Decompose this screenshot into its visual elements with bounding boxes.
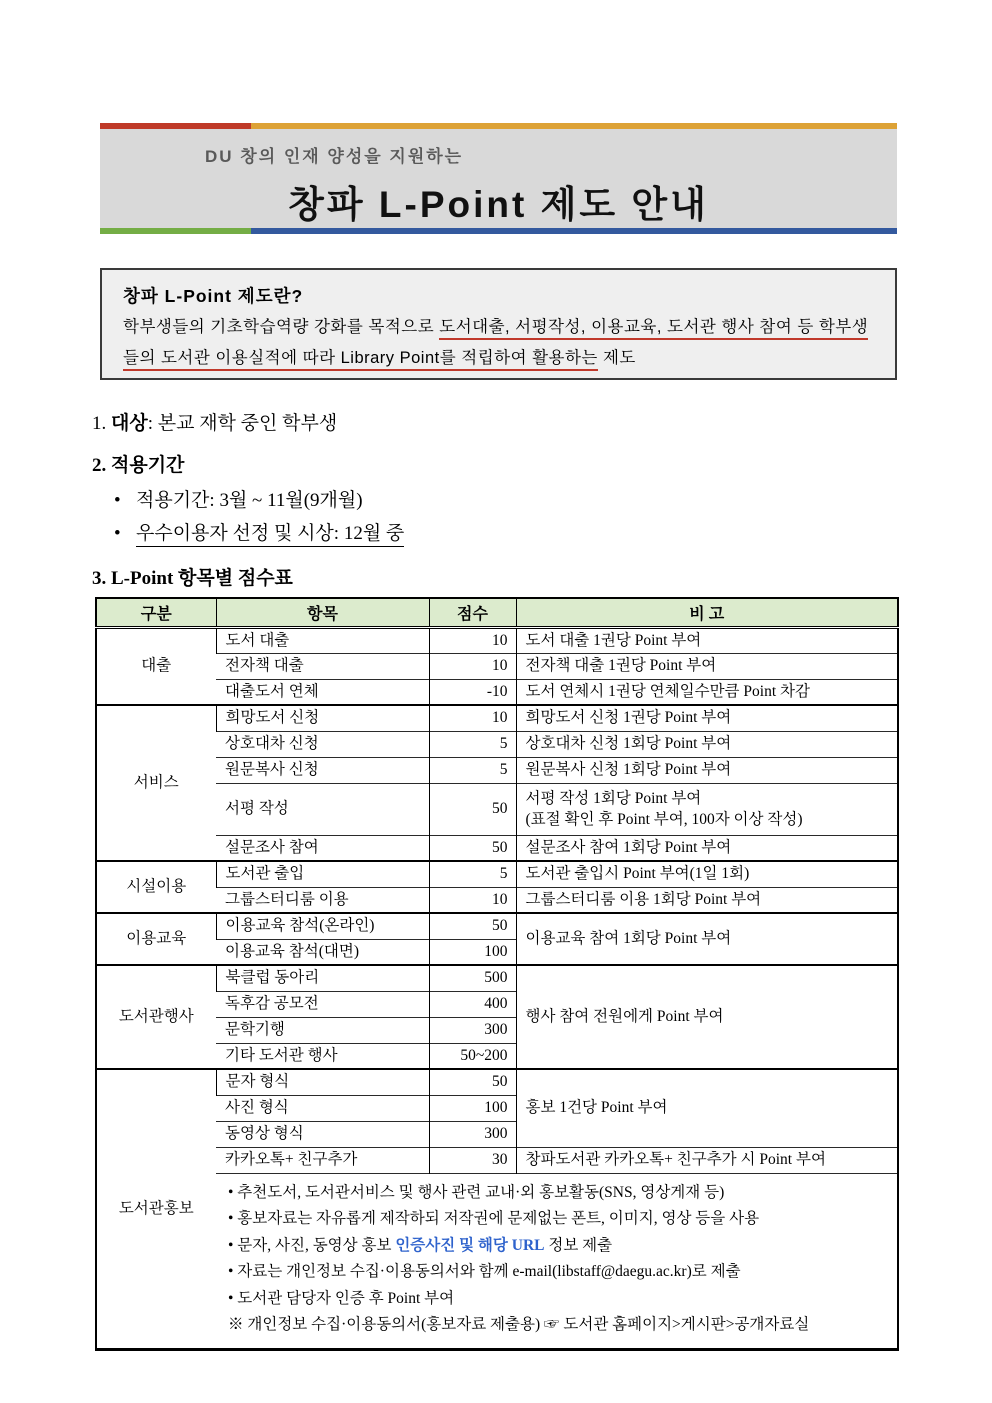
bullet-award: [114, 517, 904, 550]
item-cell: 이용교육 참석(온라인): [216, 913, 429, 939]
banner-bottom-bar: [100, 228, 897, 234]
group-cell: 도서관홍보: [96, 1069, 216, 1349]
score-cell: 50: [429, 913, 516, 939]
score-cell: 400: [429, 991, 516, 1017]
note-cell: 상호대차 신청 1회당 Point 부여: [516, 731, 898, 757]
score-cell: -10: [429, 679, 516, 705]
group-cell: 이용교육: [96, 913, 216, 965]
note-cell: 도서관 출입시 Point 부여(1일 1회): [516, 861, 898, 887]
note-line: ※ 개인정보 수집·이용동의서(홍보자료 제출용) ☞ 도서관 홈페이지>게시판>공개자료실: [228, 1316, 810, 1333]
table-row: [96, 679, 898, 705]
table-row: [96, 653, 898, 679]
section-2-bullets: [114, 484, 904, 550]
column-header-category: 구분: [96, 598, 216, 627]
table-row: [96, 835, 898, 861]
item-cell: 도서 대출: [216, 627, 429, 653]
table-row: [96, 1069, 898, 1095]
banner-subtitle: DU 창의 인재 양성을 지원하는: [205, 147, 464, 166]
item-cell: 문학기행: [216, 1017, 429, 1043]
item-cell: 원문복사 신청: [216, 757, 429, 783]
table-row: [96, 913, 898, 939]
item-cell: 서평 작성: [216, 783, 429, 835]
note-cell: 희망도서 신청 1권당 Point 부여: [516, 705, 898, 731]
intro-text-prefix: 학부생들의 기초학습역량 강화를 목적으로: [123, 318, 440, 336]
score-cell: 50: [429, 783, 516, 835]
bullet-icon: •: [114, 523, 121, 544]
note-cell: 원문복사 신청 1회당 Point 부여: [516, 757, 898, 783]
header-banner: [100, 123, 897, 234]
note-line: 서평 작성 1회당 Point 부여: [525, 790, 702, 807]
item-cell: 독후감 공모전: [216, 991, 429, 1017]
banner-top-bar-orange: [251, 123, 897, 129]
section-2-title: 2. 적용기간: [92, 455, 185, 476]
score-cell: 300: [429, 1017, 516, 1043]
score-cell: 30: [429, 1147, 516, 1173]
item-cell: 대출도서 연체: [216, 679, 429, 705]
note-cell-merged: 이용교육 참여 1회당 Point 부여: [516, 913, 898, 965]
table-row-notes: [96, 1173, 898, 1349]
group-cell: 서비스: [96, 705, 216, 861]
item-cell: 설문조사 참여: [216, 835, 429, 861]
section-1-text: : 본교 재학 중인 학부생: [147, 413, 338, 434]
note-cell: 도서 연체시 1권당 연체일수만큼 Point 차감: [516, 679, 898, 705]
note-cell-merged: 홍보 1건당 Point 부여: [516, 1069, 898, 1147]
group-cell: 시설이용: [96, 861, 216, 913]
note-line: • 도서관 담당자 인증 후 Point 부여: [228, 1289, 455, 1307]
note-line: (표절 확인 후 Point 부여, 100자 이상 작성): [525, 811, 803, 828]
section-1-title: [92, 411, 904, 437]
note-cell: 도서 대출 1권당 Point 부여: [516, 627, 898, 653]
item-cell: 희망도서 신청: [216, 705, 429, 731]
score-cell: 10: [429, 887, 516, 913]
item-cell: 그룹스터디룸 이용: [216, 887, 429, 913]
column-header-item: 항목: [216, 598, 429, 627]
score-cell: 50: [429, 1069, 516, 1095]
note-cell: 설문조사 참여 1회당 Point 부여: [516, 835, 898, 861]
note-cell: 그룹스터디룸 이용 1회당 Point 부여: [516, 887, 898, 913]
table-row: [96, 705, 898, 731]
section-3-title: 3. L-Point 항목별 점수표: [92, 568, 293, 589]
section-1-term: 대상: [111, 413, 148, 434]
note-highlight-blue: 인증사진 및 해당 URL: [395, 1236, 545, 1254]
table-row: [96, 731, 898, 757]
note-line: • 자료는 개인정보 수집·이용동의서와 함께 e-mail(libstaff@daegu.ac.kr)로 제출: [228, 1263, 741, 1280]
note-cell: [516, 783, 898, 835]
intro-underline-2: 들의 도서관 이용실적에 따라 Library Point를 적립하여 활용하는: [123, 349, 598, 371]
page-title: 창파 L-Point 제도 안내: [288, 184, 709, 225]
score-cell: 5: [429, 861, 516, 887]
banner-top-bar-red: [100, 123, 251, 129]
intro-heading: 창파 L-Point 제도란?: [123, 286, 304, 306]
item-cell: 기타 도서관 행사: [216, 1043, 429, 1069]
intro-underline-1: 도서대출, 서평작성, 이용교육, 도서관 행사 참여 등 학부생: [439, 318, 868, 340]
score-cell: 10: [429, 627, 516, 653]
item-cell: 전자책 대출: [216, 653, 429, 679]
item-cell: 북클럽 동아리: [216, 965, 429, 991]
item-cell: 카카오톡+ 친구추가: [216, 1147, 429, 1173]
table-row: [96, 1147, 898, 1173]
group-cell: 대출: [96, 627, 216, 705]
note-cell-merged: 행사 참여 전원에게 Point 부여: [516, 965, 898, 1069]
banner-bottom-bar-green: [100, 228, 251, 234]
score-cell: 50: [429, 835, 516, 861]
banner-body: [100, 129, 897, 228]
table-row: [96, 757, 898, 783]
score-cell: 5: [429, 731, 516, 757]
note-cell: 전자책 대출 1권당 Point 부여: [516, 653, 898, 679]
note-line: • 홍보자료는 자유롭게 제작하되 저작권에 문제없는 폰트, 이미지, 영상 등을 사용: [228, 1210, 760, 1227]
banner-top-bar: [100, 123, 897, 129]
bullet-icon: •: [114, 490, 121, 511]
score-cell: 10: [429, 653, 516, 679]
item-cell: 문자 형식: [216, 1069, 429, 1095]
intro-text-suffix: 제도: [597, 349, 636, 367]
column-header-score: 점수: [429, 598, 516, 627]
table-row: [96, 783, 898, 835]
score-cell: 100: [429, 939, 516, 965]
item-cell: 사진 형식: [216, 1095, 429, 1121]
bullet-award-text: 우수이용자 선정 및 시상: 12월 중: [136, 523, 404, 547]
promo-notes-cell: [216, 1173, 898, 1349]
note-line: [228, 1233, 887, 1260]
section-1-number: 1.: [92, 413, 111, 434]
item-cell: 상호대차 신청: [216, 731, 429, 757]
score-cell: 5: [429, 757, 516, 783]
item-cell: 도서관 출입: [216, 861, 429, 887]
bullet-apply-period: [114, 484, 904, 517]
lpoint-score-table: [95, 597, 899, 1351]
note-text: 정보 제출: [544, 1236, 613, 1254]
table-row: [96, 887, 898, 913]
table-row: [96, 627, 898, 653]
table-row: [96, 861, 898, 887]
score-cell: 100: [429, 1095, 516, 1121]
bullet-apply-period-text: 적용기간: 3월 ~ 11월(9개월): [136, 490, 363, 511]
note-text: • 문자, 사진, 동영상 홍보: [228, 1236, 396, 1254]
item-cell: 이용교육 참석(대면): [216, 939, 429, 965]
note-cell: 창파도서관 카카오톡+ 친구추가 시 Point 부여: [516, 1147, 898, 1173]
item-cell: 동영상 형식: [216, 1121, 429, 1147]
intro-paragraph: [123, 312, 874, 374]
column-header-remarks: 비 고: [516, 598, 898, 627]
table-header-row: [96, 598, 898, 627]
score-cell: 50~200: [429, 1043, 516, 1069]
table-row: [96, 965, 898, 991]
body-sections: [92, 411, 904, 592]
score-cell: 500: [429, 965, 516, 991]
intro-box: [100, 268, 897, 380]
score-cell: 10: [429, 705, 516, 731]
banner-bottom-bar-blue: [251, 228, 897, 234]
note-line: • 추천도서, 도서관서비스 및 행사 관련 교내·외 홍보활동(SNS, 영상게재 등): [228, 1183, 725, 1201]
group-cell: 도서관행사: [96, 965, 216, 1069]
score-cell: 300: [429, 1121, 516, 1147]
